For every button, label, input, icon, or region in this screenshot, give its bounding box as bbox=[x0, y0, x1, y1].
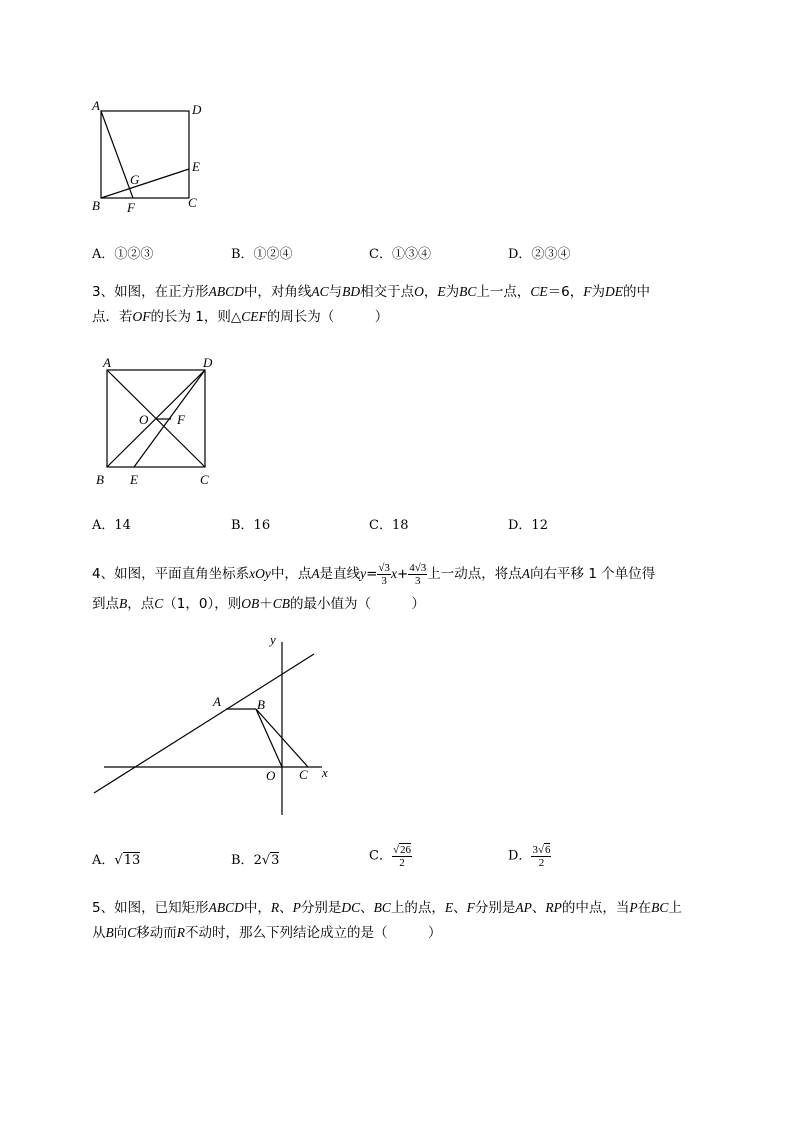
label-E-q2: E bbox=[192, 159, 200, 174]
q2-option-c[interactable]: C．①③④ bbox=[369, 247, 431, 262]
equation-fraction-2: $\frac{4√3}{3}$ bbox=[409, 561, 427, 587]
label-C-q4: C bbox=[299, 767, 308, 782]
q4-option-a[interactable]: A．√13 bbox=[92, 853, 141, 868]
q4-option-d[interactable]: D． $\frac{3√6}{2}$ bbox=[508, 844, 551, 869]
label-A-q2: A bbox=[92, 98, 100, 113]
label-D-q2: D bbox=[192, 102, 202, 117]
q3-option-c[interactable]: C．18 bbox=[369, 518, 409, 533]
q4-option-b[interactable]: B．2√3 bbox=[231, 853, 280, 868]
label-C-q3: C bbox=[200, 472, 209, 487]
q3-stem-line1: 3、如图，在正方形ABCD中，对角线AC与BD相交于点O，E为BC上一点，CE＝6，F为DE的中 bbox=[92, 284, 650, 300]
equation-fraction-1: $\frac{√3}{3}$ bbox=[378, 561, 390, 587]
q3-option-a[interactable]: A．14 bbox=[92, 518, 131, 533]
q4-stem-line1: 4、如图，平面直角坐标系xOy中，点A是直线y= $\frac{√3}{3}$ x+ $\frac{4√3}{3}$ 上一动点，将点A向右平移 1 个单位得 bbox=[92, 561, 656, 587]
q3-option-b[interactable]: B．16 bbox=[231, 518, 271, 533]
label-O-q4: O bbox=[266, 768, 276, 783]
label-C-q2: C bbox=[188, 195, 197, 210]
label-A-q3: A bbox=[103, 355, 111, 370]
q2-option-d[interactable]: D．②③④ bbox=[508, 247, 571, 262]
label-E-q3: E bbox=[130, 472, 138, 487]
q2-option-b[interactable]: B．①②④ bbox=[231, 247, 293, 262]
label-x-axis: x bbox=[322, 765, 328, 780]
q4-option-c[interactable]: C． $\frac{√26}{2}$ bbox=[369, 844, 411, 869]
label-y-axis: y bbox=[270, 632, 276, 647]
q4-options bbox=[92, 843, 692, 879]
label-F-q2: F bbox=[127, 200, 135, 215]
q5-stem-line2: 从B向C移动而R不动时，那么下列结论成立的是（ ） bbox=[92, 925, 442, 941]
label-F-q3: F bbox=[177, 412, 185, 427]
label-G-q2: G bbox=[130, 172, 140, 187]
label-A-q4: A bbox=[213, 694, 221, 709]
q3-option-d[interactable]: D．12 bbox=[508, 518, 548, 533]
label-B-q2: B bbox=[92, 198, 100, 213]
q5-stem-line1: 5、如图，已知矩形ABCD中，R、P分别是DC、BC上的点，E、F分别是AP、RP的中点，当P在BC上 bbox=[92, 900, 682, 916]
label-D-q3: D bbox=[203, 355, 213, 370]
label-O-q3: O bbox=[139, 412, 149, 427]
q2-option-a[interactable]: A．①②③ bbox=[92, 247, 154, 262]
label-B-q3: B bbox=[96, 472, 104, 487]
q4-stem-line2: 到点B，点C（1，0），则OB＋CB的最小值为（ ） bbox=[92, 596, 425, 612]
label-B-q4: B bbox=[257, 697, 265, 712]
q3-stem-line2: 点．若OF的长为 1，则△CEF的周长为（ ） bbox=[92, 309, 389, 325]
